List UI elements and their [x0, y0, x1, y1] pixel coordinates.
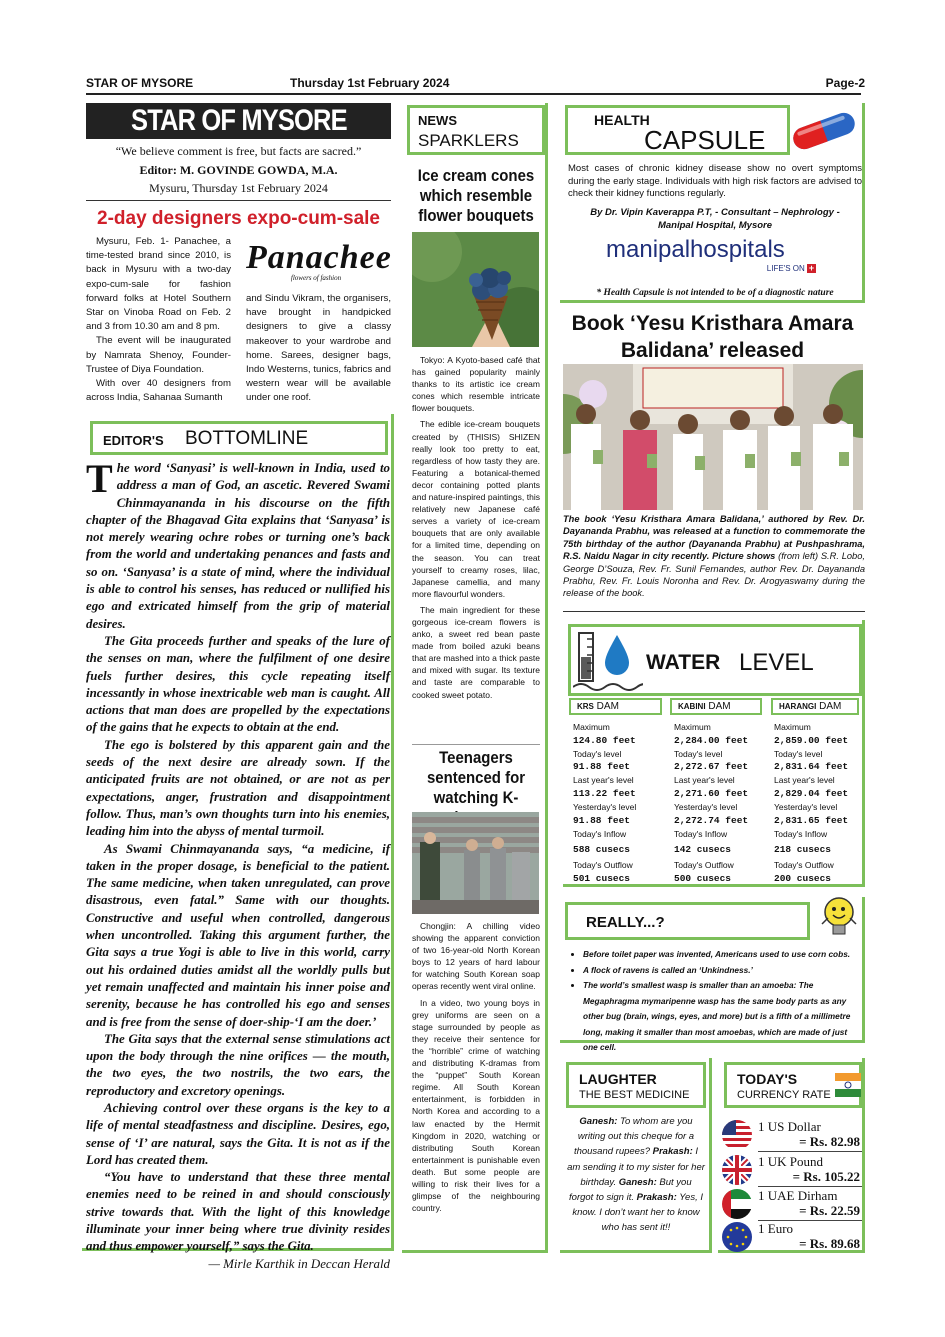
- currency-name: 1 UK Pound: [758, 1154, 824, 1169]
- expo-p2: The event will be inaugurated by Namrata Shenoy, Founder-Trustee of Diya Foundation.: [86, 335, 231, 375]
- currency-value: = Rs. 105.22: [792, 1169, 860, 1184]
- kdrama-p2: In a video, two young boys in grey uniforms are seen on a stage surrounded by people as they receive their sentence for the “horrible” crime of watching and distributing K-dramas from the “puppet” South Korean regime. All South Korean entertainment, is forbidden in North Korea and according to a law enacted by the Hermit Kingdom in 2020, watching or distributing South Korean entertainment is punishable even death. But some people are willing to risk their lives for a glimpse of the neighbouring country.: [412, 997, 540, 1214]
- editorial-p1: [86, 456, 390, 633]
- label-today: Today's level: [774, 748, 823, 759]
- value-max: 124.80 feet: [573, 734, 636, 746]
- label-yest: Yesterday's level: [573, 801, 637, 812]
- dam-col-kabini: [674, 721, 769, 886]
- really-item: • Before toilet paper was invented, Americans used to use corn cobs.: [583, 947, 862, 963]
- value-outflow: 500 cusecs: [674, 872, 732, 884]
- currency-row-eur: [722, 1222, 862, 1254]
- manipal-logo: [606, 236, 826, 276]
- india-flag-icon: [835, 1073, 861, 1097]
- health-label-box: [565, 105, 790, 155]
- water-gauge-icon: [573, 629, 643, 695]
- us-flag-icon: [722, 1120, 752, 1150]
- label-yest: Yesterday's level: [774, 801, 838, 812]
- label-last: Last year's level: [573, 775, 634, 786]
- currency-name: 1 UAE Dirham: [758, 1188, 838, 1203]
- book-caption-b: (from left) S.R. Lobo, George D’Souza, Rev. Fr. Sunil Fernandes, author Rev. Dr. Dayananda Prabhu, Rev. Fr. Louis Noronha and Rev. Dr. Arogyaswamy during the release of the book.: [563, 551, 865, 599]
- icecream-photo: [412, 232, 539, 347]
- masthead-banner: [86, 103, 391, 139]
- masthead-motto: “We believe comment is free, but facts are sacred.”: [115, 144, 362, 158]
- value-last: 113.22 feet: [573, 787, 636, 799]
- currency-row-aed: [722, 1189, 862, 1221]
- panachee-sub: flowers of fashion: [290, 274, 342, 282]
- expo-p1: Mysuru, Feb. 1- Panachee, a time-tested brand since 2010, is back in Mysuru with a two-day expo-cum-sale for fashion forward folks at Hotel Southern Star on Vinoba Road on Feb. 2 and 3 from 10.30 am and 8 pm.: [86, 236, 231, 333]
- editorial-p6: Achieving control over these organs is the key to a life of mental steadfastness and discipline. Desires, ego, sense of ‘I’ are natural, says the Gita. It is not as if the Lord has created them.: [86, 1100, 390, 1167]
- water-label-a: WATER: [646, 651, 721, 674]
- value-yest: 91.88 feet: [573, 814, 631, 826]
- label-inflow: Today's Inflow: [774, 829, 828, 840]
- currency-label-b: CURRENCY RATE: [737, 1089, 831, 1101]
- label-max: Maximum: [573, 722, 610, 732]
- icecream-p1: Tokyo: A Kyoto-based café that has gained popularity mainly thanks to its artistic ice cream cones which resemble intricate flower bouquets.: [412, 355, 540, 414]
- laughter-label-box: [566, 1062, 706, 1108]
- currency-row-gbp: [722, 1155, 862, 1187]
- value-yest: 2,831.65 feet: [774, 814, 849, 826]
- editorial-p4: As Swami Chinmayananda says, “a medicine, if taken in the proper dosage, is beneficial to the patient. The same medicine, when taken unregulated, can prove disastrous, even fatal.” Same with our thoughts. Constructive and useful when controlled, dangerous when uncontrolled. Taking this argument further, the Gita says a true Yogi is able to live in this world, carry out his ordained duties amidst all the worldly pulls but yet remain unaffected and maintain his inner poise and serenity, because he has controlled his ego and senses and is free from the sense of doer-ship-‘I am the doer.’: [86, 841, 390, 1029]
- value-last: 2,271.60 feet: [674, 787, 749, 799]
- news-label-b: SPARKLERS: [418, 131, 519, 150]
- kdrama-headline: Teenagers sentenced for watching K-: [426, 748, 526, 807]
- speaker: Prakash:: [636, 1192, 677, 1204]
- book-caption-a: The book ‘Yesu Kristhara Amara Balidana,’ authored by Rev. Dr. Dayananda Prabhu, was released at a function to commemorate the 75th birthday of the author (Dayananda Prabhu) at Pushpashrama, R.S. Naidu Nagar in city recently. Picture shows: [563, 514, 865, 562]
- label-today: Today's level: [573, 748, 622, 759]
- currency-value: = Rs. 82.98: [799, 1134, 860, 1149]
- water-label-b: LEVEL: [739, 649, 814, 676]
- label-inflow: Today's Inflow: [573, 829, 627, 840]
- health-byline: By Dr. Vipin Kaverappa P.T, - Consultant – Nephrology - Manipal Hospital, Mysore: [590, 207, 840, 231]
- really-label: REALLY...?: [586, 914, 665, 931]
- bulb-icon: [818, 894, 860, 942]
- manipal-logo-a: manipal: [606, 236, 691, 263]
- icecream-story: [412, 354, 540, 701]
- masthead-editor: Editor: M. GOVINDE GOWDA, M.A.: [139, 163, 338, 177]
- value-inflow: 218 cusecs: [774, 844, 832, 856]
- expo-col-a: [86, 235, 231, 405]
- value-last: 2,829.04 feet: [774, 787, 849, 799]
- currency-label-a: TODAY'S: [737, 1071, 798, 1087]
- label-max: Maximum: [774, 722, 811, 732]
- label-yest: Yesterday's level: [674, 801, 738, 812]
- dam-col-harangi: [774, 721, 862, 886]
- value-today: 91.88 feet: [573, 761, 631, 773]
- kdrama-story: [412, 920, 540, 1214]
- health-label-a: HEALTH: [594, 112, 650, 128]
- label-outflow: Today's Outflow: [573, 859, 633, 870]
- dam-suffix: DAM: [596, 701, 619, 712]
- line: To whom are you writing out this cheque for a thousand rupees?: [573, 1116, 695, 1158]
- book-rule: [563, 611, 865, 612]
- editorial-p3: The ego is bolstered by this apparent gain and the seeds of the next desire are already sown. If the anticipated fruits are not obtained, or are not as per expectations, anger, frustration and disappointment follow. Thus, man’s own thoughts turn into his enemies, leading him into the abyss of mental turmoil.: [86, 737, 390, 839]
- value-today: 2,272.67 feet: [674, 761, 749, 773]
- eu-flag-icon: [722, 1222, 752, 1252]
- icecream-headline: Ice cream cones which resemble flower bouquets: [417, 166, 535, 225]
- label-outflow: Today's Outflow: [774, 859, 834, 870]
- masthead-title: STAR OF MYSORE: [130, 104, 347, 137]
- editorial-dropcap: T: [86, 456, 113, 501]
- icecream-p2: The edible ice-cream bouquets created by (THISIS) SHIZEN really look too pretty to eat, regardless of how tasty they are. Featuring a botanical-themed decor containing potted plants and nature-inspired paintings, this relatively new Japanese café serves a variety of ice-cream bouquets that are only available for a limited time, depending on the season. You can treat yourself to creamy roses, lilac, Japanese camellia, and many more flavourful wonders.: [412, 419, 540, 599]
- kdrama-p1: Chongjin: A chilling video showing the apparent conviction of two 16-year-old North Korean boys to 12 years of hard labour for watching South Korean soap operas recently went viral online.: [412, 921, 540, 992]
- laughter-label-a: LAUGHTER: [579, 1071, 657, 1087]
- value-max: 2,859.00 feet: [774, 734, 849, 746]
- book-photo: [563, 364, 863, 510]
- dam-code: HARANGI: [779, 702, 817, 711]
- really-item: • The world’s smallest wasp is smaller than an amoeba: The Megaphragma mymaripenne wasp has the same body parts as any other bug (brain, wings, eyes, and more) but is a fifth of a millimetre long, making it smaller than most amoebas, which are made of just one cell.: [583, 978, 862, 1056]
- editorial-p5: The Gita says that the external sense stimulations act upon the body through the nine orifices — the mouth, the two eyes, the two nostrils, the two ears, the reproductory and excretory openings.: [86, 1031, 390, 1098]
- label-last: Last year's level: [674, 775, 735, 786]
- issue-date: Thursday 1st February 2024: [290, 76, 450, 90]
- label-outflow: Today's Outflow: [674, 859, 734, 870]
- dam-tab-krs: [569, 698, 662, 715]
- value-inflow: 588 cusecs: [573, 844, 631, 856]
- uae-flag-icon: [722, 1189, 752, 1219]
- dam-suffix: DAM: [819, 701, 842, 712]
- dam-col-krs: [573, 721, 668, 886]
- dam-suffix: DAM: [708, 701, 731, 712]
- manipal-logo-b: hospitals: [690, 236, 785, 263]
- editorial-p2: The Gita proceeds further and speaks of the lure of the senses on man, where the fulfilment of one desire fuels further desires, this cycle repeating itself incessantly in whose inextricable web man is caught. All actions that man does are propelled by the expectations of the gains that he expects to obtain at the end.: [86, 633, 390, 735]
- line: I am sending it to my sister for her birthday.: [567, 1146, 705, 1188]
- label-today: Today's level: [674, 748, 723, 759]
- value-outflow: 501 cusecs: [573, 872, 631, 884]
- currency-name: 1 Euro: [758, 1221, 794, 1236]
- masthead-rule: [86, 200, 391, 201]
- line: But you forgot to sign it.: [569, 1176, 692, 1204]
- dam-tab-kabini: [670, 698, 762, 715]
- page-number: Page-2: [825, 76, 865, 90]
- value-max: 2,284.00 feet: [674, 734, 749, 746]
- news-label-box: [407, 105, 545, 155]
- value-yest: 2,272.74 feet: [674, 814, 749, 826]
- label-max: Maximum: [674, 722, 711, 732]
- editorial-label-a: EDITOR'S: [103, 433, 164, 448]
- expo-col-b: [246, 292, 391, 406]
- dam-code: KRS: [577, 702, 594, 711]
- manipal-tagline: LIFE'S ON: [766, 264, 805, 273]
- plus-icon: +: [808, 263, 815, 273]
- expo-headline: 2-day designers expo-cum-sale: [97, 208, 380, 229]
- dam-code: KABINI: [678, 702, 706, 711]
- really-list: [570, 947, 862, 1056]
- speaker: Ganesh:: [618, 1176, 657, 1188]
- currency-label-box: [724, 1062, 862, 1108]
- health-label-b: CAPSULE: [644, 125, 766, 155]
- water-label-box: [568, 624, 862, 696]
- really-item: • A flock of ravens is called an ‘Unkindness.’: [583, 963, 862, 979]
- icecream-p3: The main ingredient for these gorgeous ice-cream flowers is anko, a sweet red bean paste made from boiled azuki beans that are mashed into a thick paste and mixed with sugar. Its texture and taste are comparable to cooked sweet potato.: [412, 604, 540, 700]
- label-last: Last year's level: [774, 775, 835, 786]
- editorial-label-box: [90, 421, 388, 455]
- health-text: Most cases of chronic kidney disease show no overt symptoms during the early stage. Individuals with high risk factors are advised to check their kidney functions regularly.: [568, 163, 862, 199]
- paper-name: STAR OF MYSORE: [86, 76, 194, 90]
- news-label-a: NEWS: [418, 113, 457, 128]
- currency-row-usd: [722, 1120, 862, 1152]
- currency-value: = Rs. 22.59: [799, 1203, 860, 1218]
- panachee-wordmark: Panachee: [246, 239, 392, 276]
- uk-flag-icon: [722, 1155, 752, 1185]
- panachee-logo: [246, 239, 392, 288]
- book-caption: [563, 513, 865, 600]
- header-rule: [86, 93, 861, 95]
- book-headline: Book ‘Yesu Kristhara Amara Balidana’ released: [571, 312, 854, 362]
- speaker: Prakash:: [652, 1146, 693, 1158]
- editorial-body: [86, 456, 390, 1273]
- value-today: 2,831.64 feet: [774, 761, 849, 773]
- editorial-label-b: BOTTOMLINE: [185, 428, 309, 449]
- laughter-label-b: THE BEST MEDICINE: [579, 1089, 690, 1101]
- currency-value: = Rs. 89.68: [799, 1236, 860, 1251]
- kdrama-photo: [412, 812, 539, 914]
- speaker: Ganesh:: [579, 1116, 618, 1127]
- value-inflow: 142 cusecs: [674, 844, 732, 856]
- news-divider: [412, 744, 540, 745]
- laughter-joke: [567, 1114, 705, 1236]
- editorial-byline: — Mirle Karthik in Deccan Herald: [208, 1256, 390, 1271]
- expo-p3: With over 40 designers from across India, Sahanaa Sumanth: [86, 378, 231, 404]
- editorial-p1-text: he word ‘Sanyasi’ is well-known in India, used to address a man of God, an ascetic. Revered Swami Chinmayananda in his discourse on the fifth chapter of the Bhagavad Gita explains that ‘Sanyasa’ is not merely wearing ochre robes or turning one’s back from the world and undertaking penances and fasts and so on. ‘Sanyasa’ is a state of mind, where the individual is able to control his senses, has reduced or nullified his ego and extricated himself from the grip of material desires.: [86, 461, 390, 631]
- really-label-box: [565, 902, 810, 940]
- currency-name: 1 US Dollar: [758, 1119, 821, 1134]
- capsule-icon: [784, 106, 864, 156]
- label-inflow: Today's Inflow: [674, 829, 728, 840]
- line: Yes, I know. I don’t want her to know who has sent it!!: [572, 1192, 703, 1234]
- expo-p4: and Sindu Vikram, the organisers, have brought in handpicked designers to give a classy makeover to your wardrobe and home. Sarees, designer bags, Indo Westerns, tunics, fabrics and western wear will be available under one roof.: [246, 293, 391, 404]
- editorial-p7: “You have to understand that these three mental enemies need to be reined in and should consciously strive towards that. With the light of this knowledge illuminate your inner being where true divinity resides and thus empower yourself,” says the Gita.: [86, 1170, 390, 1254]
- value-outflow: 200 cusecs: [774, 872, 832, 884]
- health-note: * Health Capsule is not intended to be of a diagnostic nature: [596, 288, 834, 298]
- masthead-dateline: Mysuru, Thursday 1st February 2024: [149, 181, 328, 195]
- dam-tab-harangi: [771, 698, 859, 715]
